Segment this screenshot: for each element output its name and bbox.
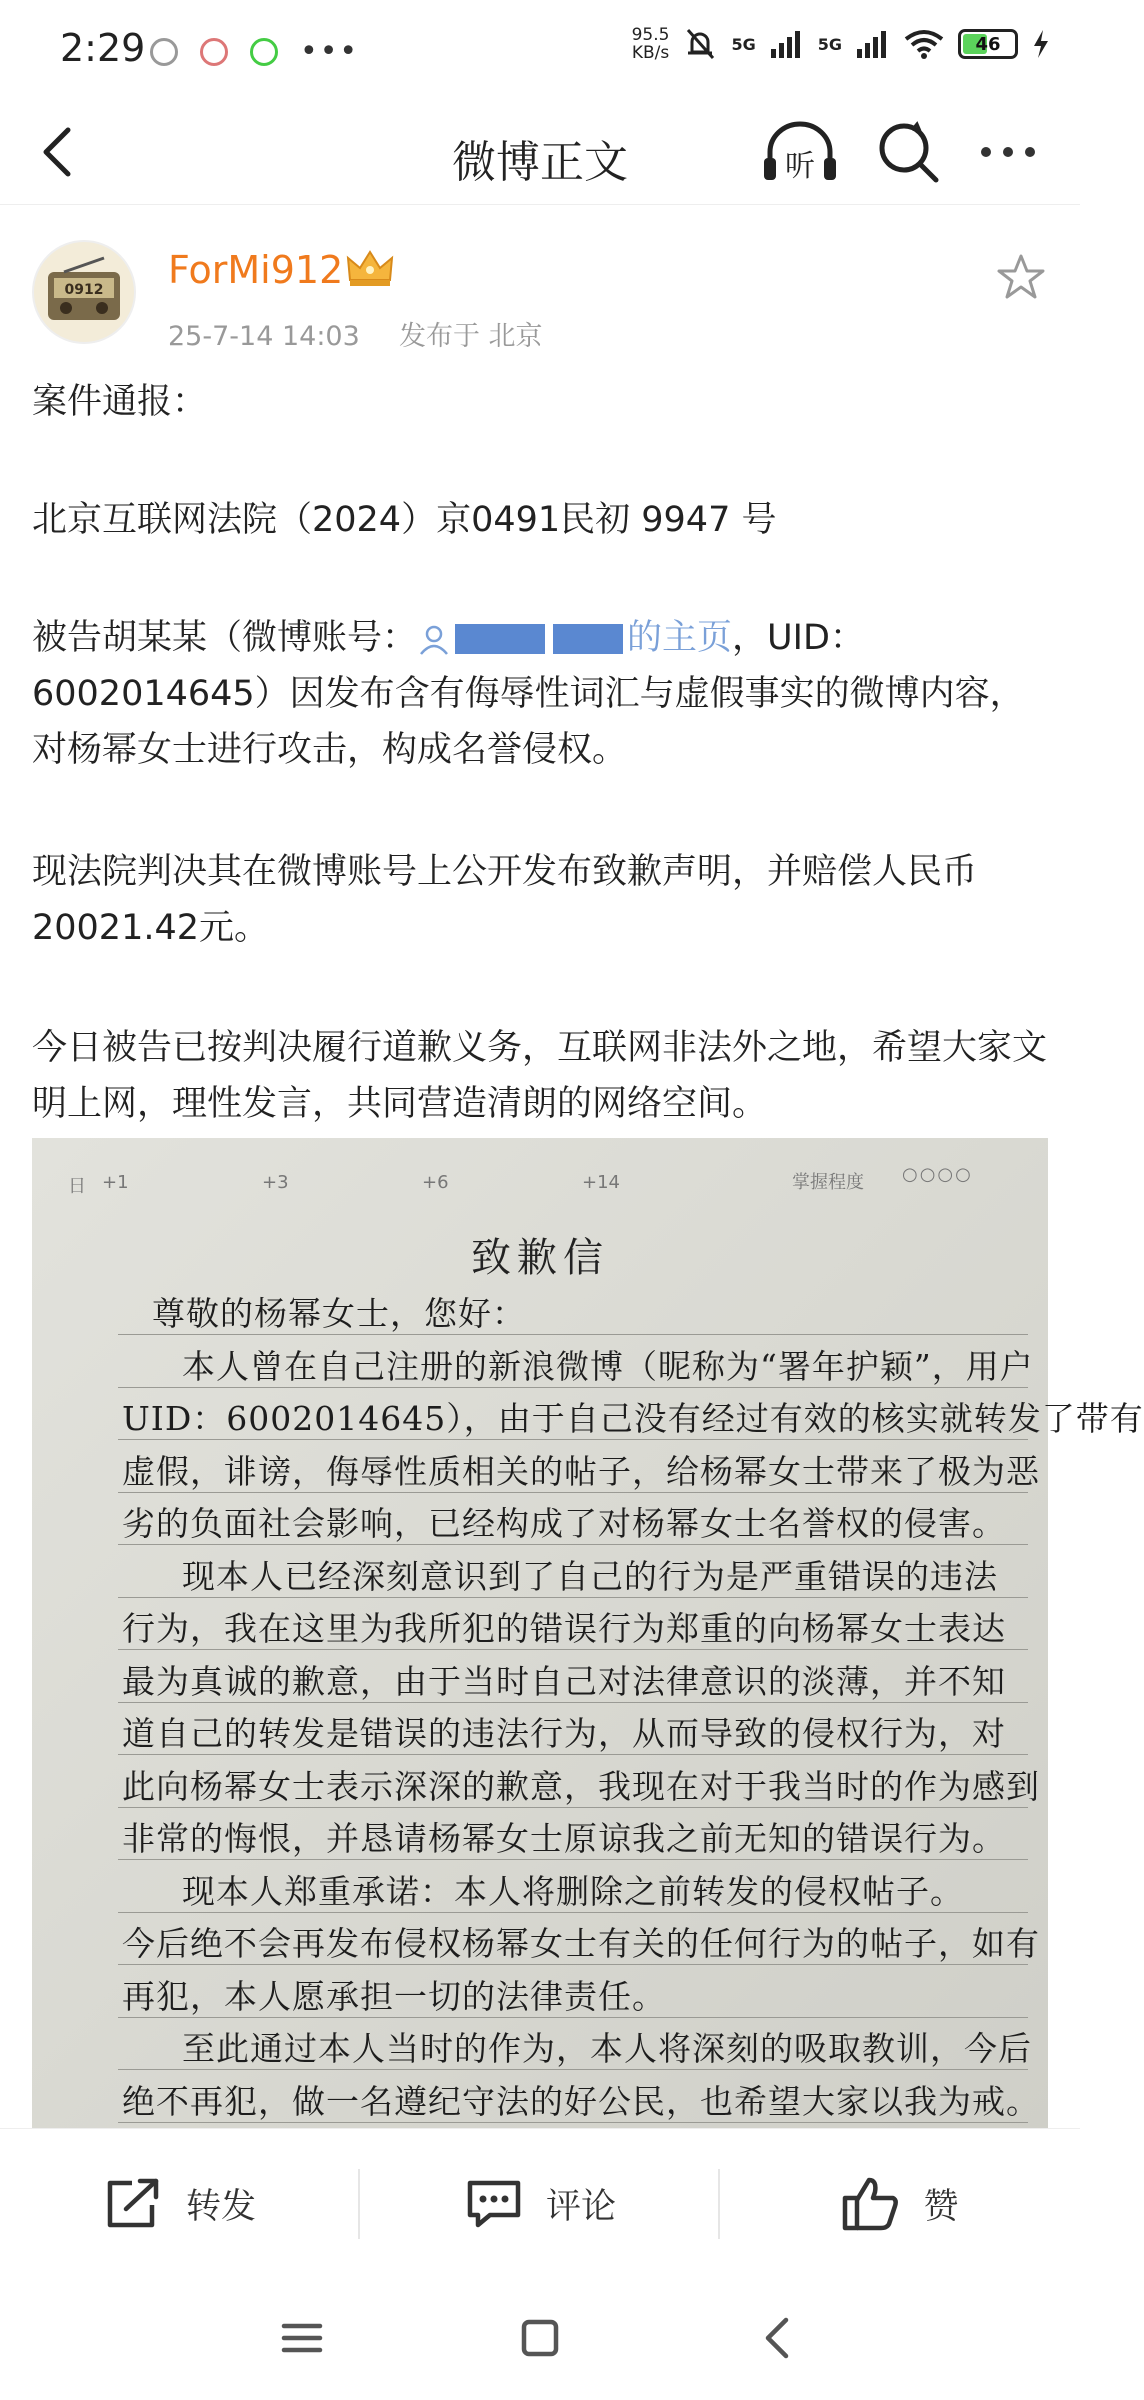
share-arrow-icon [104, 2177, 164, 2231]
post-heading: 案件通报： [32, 382, 208, 422]
status-bar [0, 0, 1080, 100]
page-title: 微博正文 [452, 137, 628, 188]
letter-header-row: 日 +1 +3 +6 +14 掌握程度 ○○○○ [68, 1164, 973, 1197]
charging-icon [1032, 29, 1050, 59]
letter-line: 本人曾在自己注册的新浪微博（昵称为“署年护颖”，用户 [182, 1346, 1034, 1386]
closing-paragraph: 今日被告已按判决履行道歉义务，互联网非法外之地，希望大家文明上网，理性发言，共同营造清朗的网络空间。 [32, 1028, 1048, 1124]
comment-button[interactable]: 评论 [360, 2129, 720, 2279]
comment-bubble-icon [464, 2177, 524, 2231]
star-outline-icon[interactable] [996, 252, 1046, 302]
search-icon[interactable] [872, 116, 944, 188]
top-nav-bar [0, 100, 1080, 205]
avatar[interactable] [32, 240, 136, 344]
letter-line: 现本人已经深刻意识到了自己的行为是严重错误的违法 [182, 1556, 998, 1596]
letter-line: 道自己的转发是错误的违法行为，从而导致的侵权行为，对 [122, 1714, 1006, 1753]
status-indicators [632, 26, 1050, 62]
post-meta [168, 314, 543, 353]
letter-line: 再犯，本人愿承担一切的法律责任。 [122, 1976, 666, 2016]
headphones-icon[interactable] [760, 116, 840, 188]
like-button[interactable]: 赞 [720, 2129, 1080, 2279]
letter-line: 此向杨幂女士表示深深的歉意，我现在对于我当时的作为感到 [122, 1766, 1040, 1806]
post-date: 25-7-14 14:03 [168, 321, 360, 352]
signal-bars-icon [770, 29, 804, 59]
letter-line: 行为，我在这里为我所犯的错误行为郑重的向杨幂女士表达 [122, 1609, 1006, 1648]
apology-letter-image[interactable] [32, 1138, 1144, 2128]
home-icon[interactable] [510, 2308, 570, 2368]
letter-line: 现本人郑重承诺：本人将删除之前转发的侵权帖子。 [182, 1871, 964, 1911]
bottom-action-bar [0, 2128, 1080, 2279]
mute-bell-icon [683, 26, 717, 62]
thumbs-up-icon [841, 2176, 901, 2232]
back-button[interactable] [28, 120, 92, 184]
wifi-icon [904, 29, 944, 59]
letter-title: 致歉信 [471, 1235, 609, 1281]
more-notifications-icon: ••• [300, 34, 360, 69]
author-name[interactable]: ForMi912 [168, 248, 344, 292]
letter-line: 最为真诚的歉意，由于当时自己对法律意识的淡薄，并不知 [122, 1661, 1006, 1701]
crown-icon [344, 246, 396, 290]
letter-line: UID：6002014645），由于自己没有经过有效的核实就转发了带有 [122, 1399, 1144, 1438]
status-notifications [150, 34, 359, 69]
system-back-icon[interactable] [748, 2308, 808, 2368]
letter-line: 劣的负面社会影响，已经构成了对杨幂女士名誉权的侵害。 [122, 1504, 1006, 1543]
masked-account-link[interactable]: 的主页 [417, 618, 732, 658]
post-location: 发布于 北京 [398, 321, 543, 352]
redaction-block [455, 624, 545, 654]
svg-text:听: 听 [785, 149, 815, 184]
judgment-paragraph: 现法院判决其在微博账号上公开发布致歉声明，并赔偿人民币20021.42元。 [32, 852, 978, 948]
signal-label-2: 5G [817, 34, 842, 54]
battery-indicator [958, 29, 1018, 59]
letter-line: 至此通过本人当时的作为，本人将深刻的吸取教训，今后 [182, 2029, 1032, 2068]
letter-line: 虚假，诽谤，侮辱性质相关的帖子，给杨幂女士带来了极为恶 [122, 1451, 1040, 1491]
system-navigation-bar [0, 2278, 1080, 2400]
letter-line: 今后绝不会再发布侵权杨幂女士有关的任何行为的帖子，如有 [122, 1924, 1040, 1963]
letter-line: 非常的悔恨，并恳请杨幂女士原谅我之前无知的错误行为。 [122, 1819, 1006, 1858]
battery-percent: 46 [975, 33, 1001, 55]
signal-bars-icon [856, 29, 890, 59]
repost-button[interactable]: 转发 [0, 2129, 360, 2279]
svg-text:0912: 0912 [64, 282, 104, 298]
notification-app-icon [150, 38, 178, 66]
menu-icon[interactable] [272, 2308, 332, 2368]
network-speed: 95.5 KB/s [631, 25, 670, 63]
letter-line: 绝不再犯，做一名遵纪守法的好公民，也希望大家以我为戒。 [122, 2081, 1040, 2121]
more-dots-icon[interactable] [968, 120, 1048, 184]
radio-avatar-icon [34, 242, 134, 342]
status-time: 2:29 [60, 26, 146, 70]
notification-app-icon [200, 38, 228, 66]
letter-line: 尊敬的杨幂女士，您好： [152, 1294, 526, 1333]
user-icon [417, 622, 451, 656]
notification-app-icon [250, 38, 278, 66]
case-number: 北京互联网法院（2024）京0491民初 9947 号 [32, 500, 777, 540]
redaction-block [553, 624, 623, 654]
signal-label-1: 5G [731, 34, 756, 54]
defendant-paragraph: 被告胡某某（微博账号： 的主页，UID：6002014645）因发布含有侮辱性词汇与虚假事实的微博内容，对杨幂女士进行攻击，构成名誉侵权。 [32, 618, 1025, 770]
